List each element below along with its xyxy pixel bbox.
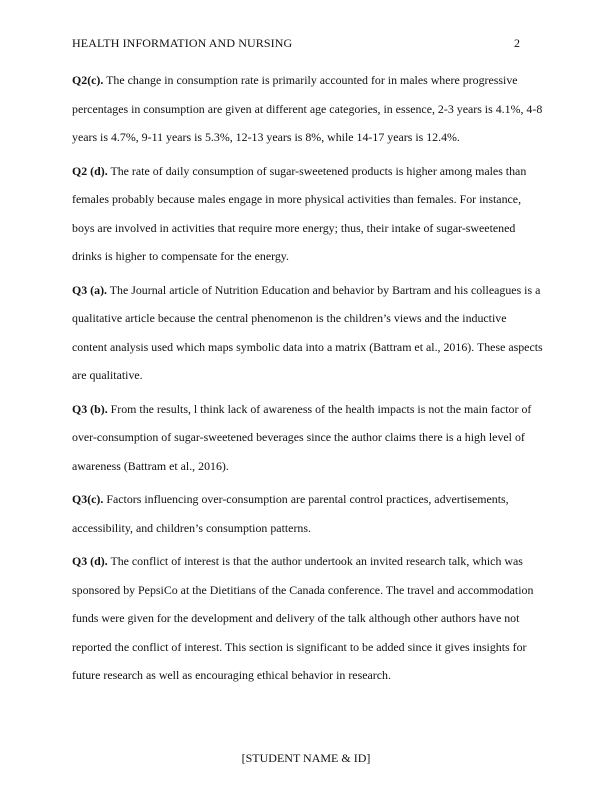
question-label: Q3 (a). bbox=[72, 282, 108, 297]
paragraph-text: The Journal article of Nutrition Education and behavior by Bartram and his colleagues is a qualitative article because the central phenomenon is the children’s views and the inductive content analysis used which maps symbolic data into a matrix (Battram et al., 2016). These aspects are qualitative. bbox=[72, 282, 543, 382]
footer-student-id: [STUDENT NAME & ID] bbox=[241, 751, 371, 765]
paragraph-text: The conflict of interest is that the author undertook an invited research talk, which was sponsored by PepsiCo at the Dietitians of the Canada conference. The travel and accommodation funds were given for the development and delivery of the talk although other authors have not reported the conflict of interest. This section is significant to be added since it gives insights for future research as well as encouraging ethical behavior in research. bbox=[72, 554, 534, 682]
paragraph-text: From the results, l think lack of awareness of the health impacts is not the main factor of over-consumption of sugar-sweetened beverages since the author claims there is a high level of awareness (Battram et al., 2016). bbox=[72, 401, 532, 473]
paragraph-q2c bbox=[72, 66, 544, 152]
paragraph-q3d bbox=[72, 547, 544, 690]
question-label: Q2 (d). bbox=[72, 163, 108, 178]
running-header bbox=[72, 35, 520, 51]
paragraph-q3b bbox=[72, 395, 544, 481]
document-body bbox=[72, 66, 544, 695]
question-label: Q2(c). bbox=[72, 73, 104, 87]
question-label: Q3 (d). bbox=[72, 554, 108, 568]
paragraph-q2d bbox=[72, 157, 544, 271]
paragraph-text: The change in consumption rate is primarily accounted for in males where progressive percentages in consumption are given at different age categories, in essence, 2-3 years is 4.1%, 4-8 years is 4.7%, 9-11 years is 5.3%, 12-13 years is 8%, while 14-17 years is 12.4%. bbox=[72, 73, 543, 144]
question-label: Q3 (b). bbox=[72, 401, 108, 416]
header-title: HEALTH INFORMATION AND NURSING bbox=[72, 36, 293, 50]
paragraph-text: The rate of daily consumption of sugar-sweetened products is higher among males than females probably because males engage in more physical activities than females. For instance, boys are involved in activities that require more energy; thus, their intake of sugar-sweetened drinks is higher to compensate for the energy. bbox=[72, 163, 527, 263]
paragraph-q3c bbox=[72, 485, 544, 542]
question-label: Q3(c). bbox=[72, 492, 104, 506]
running-footer bbox=[0, 750, 612, 766]
paragraph-text: Factors influencing over-consumption are parental control practices, advertisements, accessibility, and children’s consumption patterns. bbox=[72, 492, 509, 535]
paragraph-q3a bbox=[72, 276, 544, 390]
page-number: 2 bbox=[514, 36, 520, 50]
